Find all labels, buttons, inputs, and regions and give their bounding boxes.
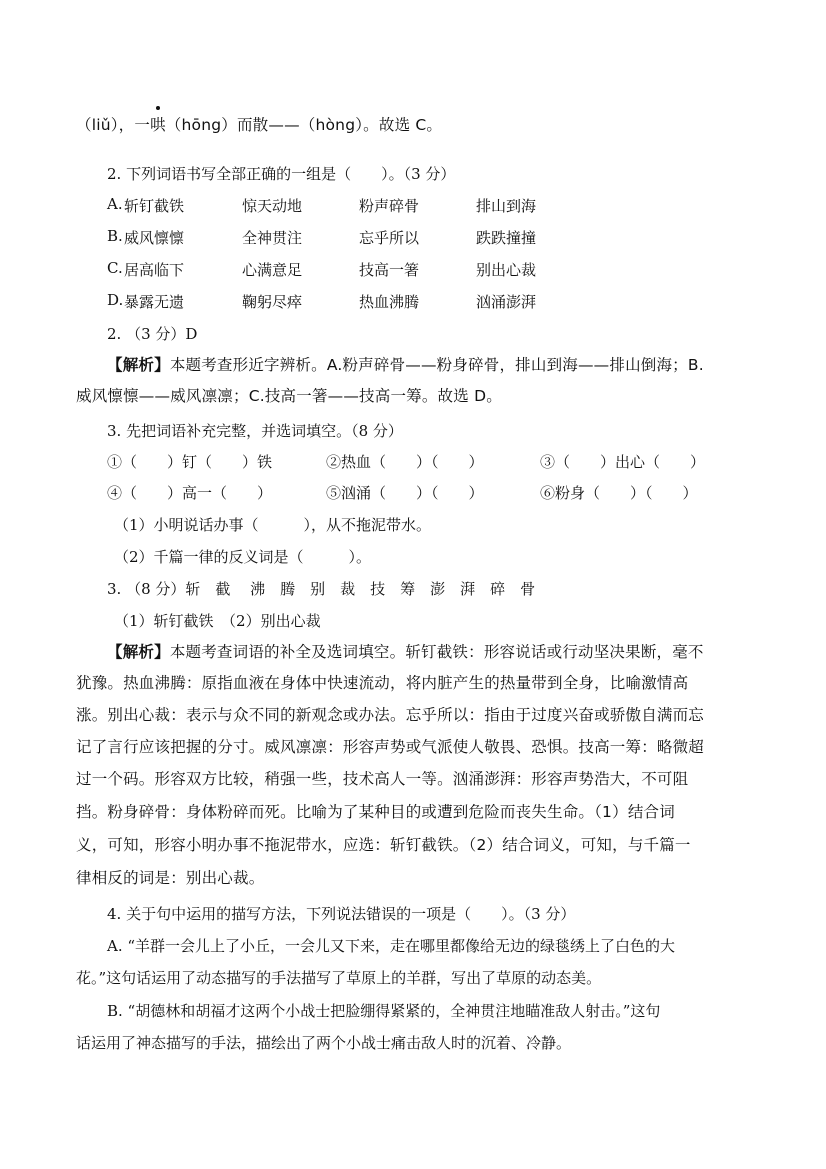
previous-answer-part2: （hōng）而散——（hòng）。故选 C。 [165,116,443,134]
analysis-text: 本题考查形近字辨析。A.粉声碎骨——粉身碎骨，排山到海——排山倒海；B. [169,356,704,374]
q2-stem: 2. 下列词语书写全部正确的一组是（ ）。（3 分） [107,165,456,183]
option-word: 斩钉截铁 [124,197,185,215]
q3-sub-question-1: （1）小明说话办事（ ），从不拖泥带水。 [114,516,432,534]
option-word: 跌跌撞撞 [476,229,537,247]
fill-blank-item: ⑤汹涌（ ）（ ） [326,484,484,502]
q3-analysis-line: 过一个码。形容双方比较，稍强一些，技术高人一等。汹涌澎湃：形容声势浩大，不可阻 [76,770,689,788]
q4-option-a-line-1: A. “羊群一会儿上了小丘，一会儿又下来，走在哪里都像给无边的绿毯绣上了白色的大 [107,937,676,955]
analysis-tag: 【解析】 [107,356,170,374]
q3-analysis-line: 涨。别出心裁：表示与众不同的新观念或办法。忘乎所以：指由于过度兴奋或骄傲自满而忘 [76,706,705,724]
option-word: 热血沸腾 [359,293,420,311]
option-label: D. [107,291,124,309]
previous-answer-part1: （liǔ），一 [76,116,151,134]
option-label: A. [107,195,123,213]
q4-option-b-line-2: 话运用了神态描写的手法，描绘出了两个小战士痛击敌人时的沉着、冷静。 [76,1034,572,1052]
q2-answer: 2. （3 分）D [107,325,198,343]
q3-analysis-line: 律相反的词是：别出心裁。 [76,869,265,887]
previous-answer-line [76,113,442,135]
q2-analysis-line-1 [107,353,704,375]
option-word: 汹涌澎湃 [476,293,537,311]
q3-analysis-line: 犹豫。热血沸腾：原指血液在身体中快速流动，将内脏产生的热量带到全身，比喻激情高 [76,674,689,692]
q4-option-a-line-2: 花。”这句话运用了动态描写的手法描写了草原上的羊群，写出了草原的动态美。 [76,969,602,987]
option-label: B. [107,227,123,245]
fill-blank-item: ③（ ）出心（ ） [540,453,706,471]
fill-blank-item: ④（ ）高一（ ） [107,484,273,502]
option-word: 居高临下 [124,261,185,279]
q3-answer-sub: （1）斩钉截铁 （2）别出心裁 [114,612,321,630]
option-word: 暴露无遗 [124,293,185,311]
q3-analysis-line: 义，可知，形容小明办事不拖泥带水，应选：斩钉截铁。（2）结合词义，可知，与千篇一 [76,836,691,854]
q3-stem: 3. 先把词语补充完整，并选词填空。（8 分） [107,422,403,440]
q4-option-b-line-1: B. “胡德林和胡福才这两个小战士把脸绷得紧紧的，全神贯注地瞄准敌人射击。”这句 [107,1002,661,1020]
q3-answer: 3. （8 分）斩 截 沸 腾 别 裁 技 筹 澎 湃 碎 骨 [107,580,536,598]
q2-analysis-line-2: 威风懔懔——威风凛凛；C.技高一箸——技高一筹。故选 D。 [76,387,502,405]
analysis-text: 本题考查词语的补全及选词填空。斩钉截铁：形容说话或行动坚决果断，毫不 [169,643,704,661]
q3-analysis-line: 挡。粉身碎骨：身体粉碎而死。比喻为了某种目的或遭到危险而丧失生命。（1）结合词 [76,803,675,821]
option-word: 心满意足 [242,261,303,279]
option-word: 惊天动地 [242,197,303,215]
option-word: 全神贯注 [242,229,303,247]
option-label: C. [107,259,123,277]
q4-stem: 4. 关于句中运用的描写方法，下列说法错误的一项是（ ）。（3 分） [107,905,576,923]
fill-blank-item: ②热血（ ）（ ） [326,453,484,471]
option-word: 鞠躬尽瘁 [242,293,303,311]
option-word: 排山到海 [476,197,537,215]
analysis-tag: 【解析】 [107,643,170,661]
fill-blank-item: ①（ ）钉（ ）铁 [107,453,273,471]
q3-sub-question-2: （2）千篇一律的反义词是（ ）。 [114,548,372,566]
q3-analysis-line-1 [107,640,704,662]
option-word: 忘乎所以 [359,229,420,247]
option-word: 粉声碎骨 [359,197,420,215]
fill-blank-item: ⑥粉身（ ）（ ） [540,484,698,502]
option-word: 技高一箸 [359,261,420,279]
dotted-character: 哄 [150,113,166,135]
option-word: 威风懔懔 [124,229,185,247]
q3-analysis-line: 记了言行应该把握的分寸。威风凛凛：形容声势或气派使人敬畏、恐惧。技高一筹：略微超 [76,738,705,756]
option-word: 别出心裁 [476,261,537,279]
